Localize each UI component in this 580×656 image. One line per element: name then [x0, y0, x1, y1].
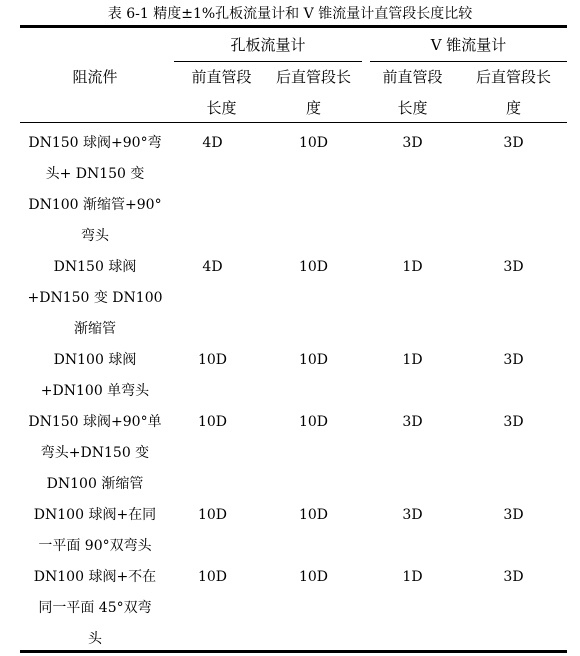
row-4-vcone-upstream: 3D: [402, 414, 423, 430]
row-4-name-line2: 弯头+DN150 变: [40, 445, 150, 461]
orifice-downstream-header-line2: 度: [305, 99, 321, 117]
row-5-name-line2: 一平面 90°双弯头: [38, 538, 152, 554]
row-1-vcone-downstream: 3D: [503, 135, 524, 151]
row-6-orifice-downstream: 10D: [298, 569, 329, 585]
table-caption: 表 6-1 精度±1%孔板流量计和 V 锥流量计直管段长度比较: [107, 6, 473, 22]
row-6-name-line1: DN100 球阀+不在: [33, 569, 157, 585]
row-2-orifice-upstream: 4D: [202, 259, 223, 275]
orifice-upstream-header-line1: 前直管段: [191, 68, 252, 86]
resistance-header: 阻流件: [72, 68, 118, 86]
row-3-name-line1: DN100 球阀: [53, 352, 137, 368]
vcone-upstream-header-line2: 长度: [397, 99, 428, 117]
vcone-downstream-header-line1: 后直管段长: [475, 68, 551, 86]
row-1-name-line1: DN150 球阀+90°弯: [28, 135, 162, 151]
row-3-orifice-upstream: 10D: [197, 352, 228, 368]
row-3-name-line2: +DN100 单弯头: [40, 383, 150, 399]
row-4-orifice-upstream: 10D: [197, 414, 228, 430]
row-5-orifice-upstream: 10D: [197, 507, 228, 523]
row-5-vcone-downstream: 3D: [503, 507, 524, 523]
row-5-name-line1: DN100 球阀+在同: [33, 507, 157, 523]
row-5-vcone-upstream: 3D: [402, 507, 423, 523]
row-4-name-line3: DN100 渐缩管: [46, 476, 144, 492]
row-3-vcone-downstream: 3D: [503, 352, 524, 368]
row-4-orifice-downstream: 10D: [298, 414, 329, 430]
row-6-orifice-upstream: 10D: [197, 569, 228, 585]
row-4-vcone-downstream: 3D: [503, 414, 524, 430]
vcone-downstream-header-line2: 度: [505, 99, 521, 117]
row-2-name-line3: 渐缩管: [74, 321, 116, 337]
row-3-orifice-downstream: 10D: [298, 352, 329, 368]
row-1-name-line2: 头+ DN150 变: [45, 166, 145, 182]
vcone-upstream-header-line1: 前直管段: [382, 68, 443, 86]
row-6-vcone-downstream: 3D: [503, 569, 524, 585]
row-2-orifice-downstream: 10D: [298, 259, 329, 275]
row-6-name-line3: 头: [88, 631, 102, 647]
row-2-vcone-downstream: 3D: [503, 259, 524, 275]
row-1-name-line4: 弯头: [81, 228, 109, 244]
row-1-name-line3: DN100 渐缩管+90°: [28, 197, 162, 213]
row-1-orifice-downstream: 10D: [298, 135, 329, 151]
row-2-name-line2: +DN150 变 DN100: [27, 290, 163, 306]
row-3-vcone-upstream: 1D: [402, 352, 423, 368]
row-5-orifice-downstream: 10D: [298, 507, 329, 523]
row-2-name-line1: DN150 球阀: [53, 259, 137, 275]
row-6-name-line2: 同一平面 45°双弯: [38, 600, 152, 616]
row-1-vcone-upstream: 3D: [402, 135, 423, 151]
orifice-group-header: 孔板流量计: [230, 36, 306, 54]
orifice-downstream-header-line1: 后直管段长: [275, 68, 351, 86]
row-2-vcone-upstream: 1D: [402, 259, 423, 275]
vcone-group-header: V 锥流量计: [430, 36, 507, 54]
row-4-name-line1: DN150 球阀+90°单: [28, 414, 162, 430]
orifice-upstream-header-line2: 长度: [206, 99, 237, 117]
top-rule: [20, 25, 567, 28]
row-6-vcone-upstream: 1D: [402, 569, 423, 585]
row-1-orifice-upstream: 4D: [202, 135, 223, 151]
